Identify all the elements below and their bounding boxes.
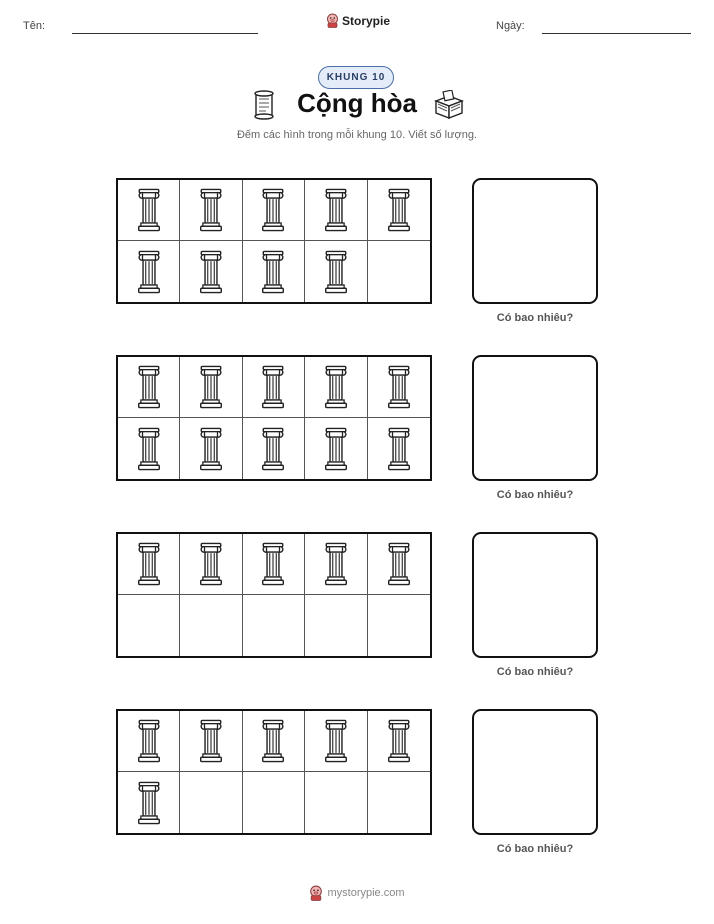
filled-cell: [368, 357, 430, 418]
greek-column-icon: [198, 427, 224, 471]
greek-column-icon: [386, 188, 412, 232]
pig-mascot-icon: [326, 13, 339, 28]
answer-box[interactable]: [472, 709, 598, 835]
date-label: Ngày:: [496, 20, 525, 32]
empty-cell: [368, 595, 430, 656]
greek-column-icon: [136, 542, 162, 586]
pig-mascot-icon: [309, 885, 323, 901]
greek-column-icon: [323, 250, 349, 294]
empty-cell: [368, 772, 430, 833]
filled-cell: [118, 241, 180, 302]
name-label: Tên:: [23, 20, 46, 32]
filled-cell: [180, 711, 242, 772]
filled-cell: [243, 357, 305, 418]
filled-cell: [180, 418, 242, 479]
count-prompt: Có bao nhiêu?: [496, 489, 574, 501]
answer-box[interactable]: [472, 355, 598, 481]
greek-column-icon: [136, 427, 162, 471]
filled-cell: [243, 711, 305, 772]
greek-column-icon: [260, 542, 286, 586]
filled-cell: [368, 711, 430, 772]
filled-cell: [243, 241, 305, 302]
ten-frame: [116, 178, 432, 304]
empty-cell: [180, 595, 242, 656]
filled-cell: [368, 534, 430, 595]
filled-cell: [118, 772, 180, 833]
filled-cell: [180, 357, 242, 418]
greek-column-icon: [198, 542, 224, 586]
filled-cell: [305, 180, 367, 241]
filled-cell: [118, 357, 180, 418]
answer-box[interactable]: [472, 532, 598, 658]
ten-frame: [116, 709, 432, 835]
page-title: Cộng hòa: [297, 88, 417, 118]
filled-cell: [243, 180, 305, 241]
filled-cell: [243, 418, 305, 479]
filled-cell: [118, 418, 180, 479]
footer-url: mystorypie.com: [327, 887, 405, 899]
greek-column-icon: [323, 427, 349, 471]
greek-column-icon: [136, 365, 162, 409]
greek-column-icon: [260, 365, 286, 409]
greek-column-icon: [323, 365, 349, 409]
ballot-box-icon: [433, 90, 465, 120]
greek-column-icon: [386, 427, 412, 471]
greek-column-icon: [260, 250, 286, 294]
empty-cell: [118, 595, 180, 656]
greek-column-icon: [136, 188, 162, 232]
empty-cell: [305, 772, 367, 833]
footer: [0, 885, 714, 901]
date-line[interactable]: [542, 33, 691, 34]
greek-column-icon: [198, 188, 224, 232]
greek-column-icon: [323, 542, 349, 586]
greek-column-icon: [198, 719, 224, 763]
greek-column-icon: [323, 719, 349, 763]
empty-cell: [243, 595, 305, 656]
name-line[interactable]: [72, 33, 258, 34]
greek-column-icon: [386, 365, 412, 409]
count-prompt: Có bao nhiêu?: [496, 843, 574, 855]
greek-column-icon: [260, 427, 286, 471]
filled-cell: [368, 180, 430, 241]
greek-column-icon: [386, 542, 412, 586]
filled-cell: [180, 180, 242, 241]
greek-column-icon: [198, 250, 224, 294]
filled-cell: [305, 534, 367, 595]
count-prompt: Có bao nhiêu?: [496, 666, 574, 678]
filled-cell: [243, 534, 305, 595]
empty-cell: [368, 241, 430, 302]
greek-column-icon: [386, 719, 412, 763]
filled-cell: [118, 711, 180, 772]
answer-box[interactable]: [472, 178, 598, 304]
filled-cell: [118, 534, 180, 595]
filled-cell: [305, 711, 367, 772]
empty-cell: [305, 595, 367, 656]
greek-column-icon: [198, 365, 224, 409]
greek-column-icon: [260, 188, 286, 232]
count-prompt: Có bao nhiêu?: [496, 312, 574, 324]
greek-column-icon: [260, 719, 286, 763]
category-badge: KHUNG 10: [318, 66, 394, 89]
ten-frame: [116, 532, 432, 658]
greek-column-icon: [136, 250, 162, 294]
greek-column-icon: [136, 781, 162, 825]
empty-cell: [243, 772, 305, 833]
filled-cell: [118, 180, 180, 241]
filled-cell: [305, 418, 367, 479]
greek-column-icon: [136, 719, 162, 763]
empty-cell: [180, 772, 242, 833]
filled-cell: [305, 241, 367, 302]
instructions: Đếm các hình trong mỗi khung 10. Viết số lượng.: [236, 129, 477, 141]
ten-frame: [116, 355, 432, 481]
greek-column-icon: [323, 188, 349, 232]
brand-logo: [326, 13, 390, 28]
filled-cell: [180, 534, 242, 595]
filled-cell: [180, 241, 242, 302]
filled-cell: [305, 357, 367, 418]
brand-name: Storypie: [342, 13, 391, 28]
filled-cell: [368, 418, 430, 479]
